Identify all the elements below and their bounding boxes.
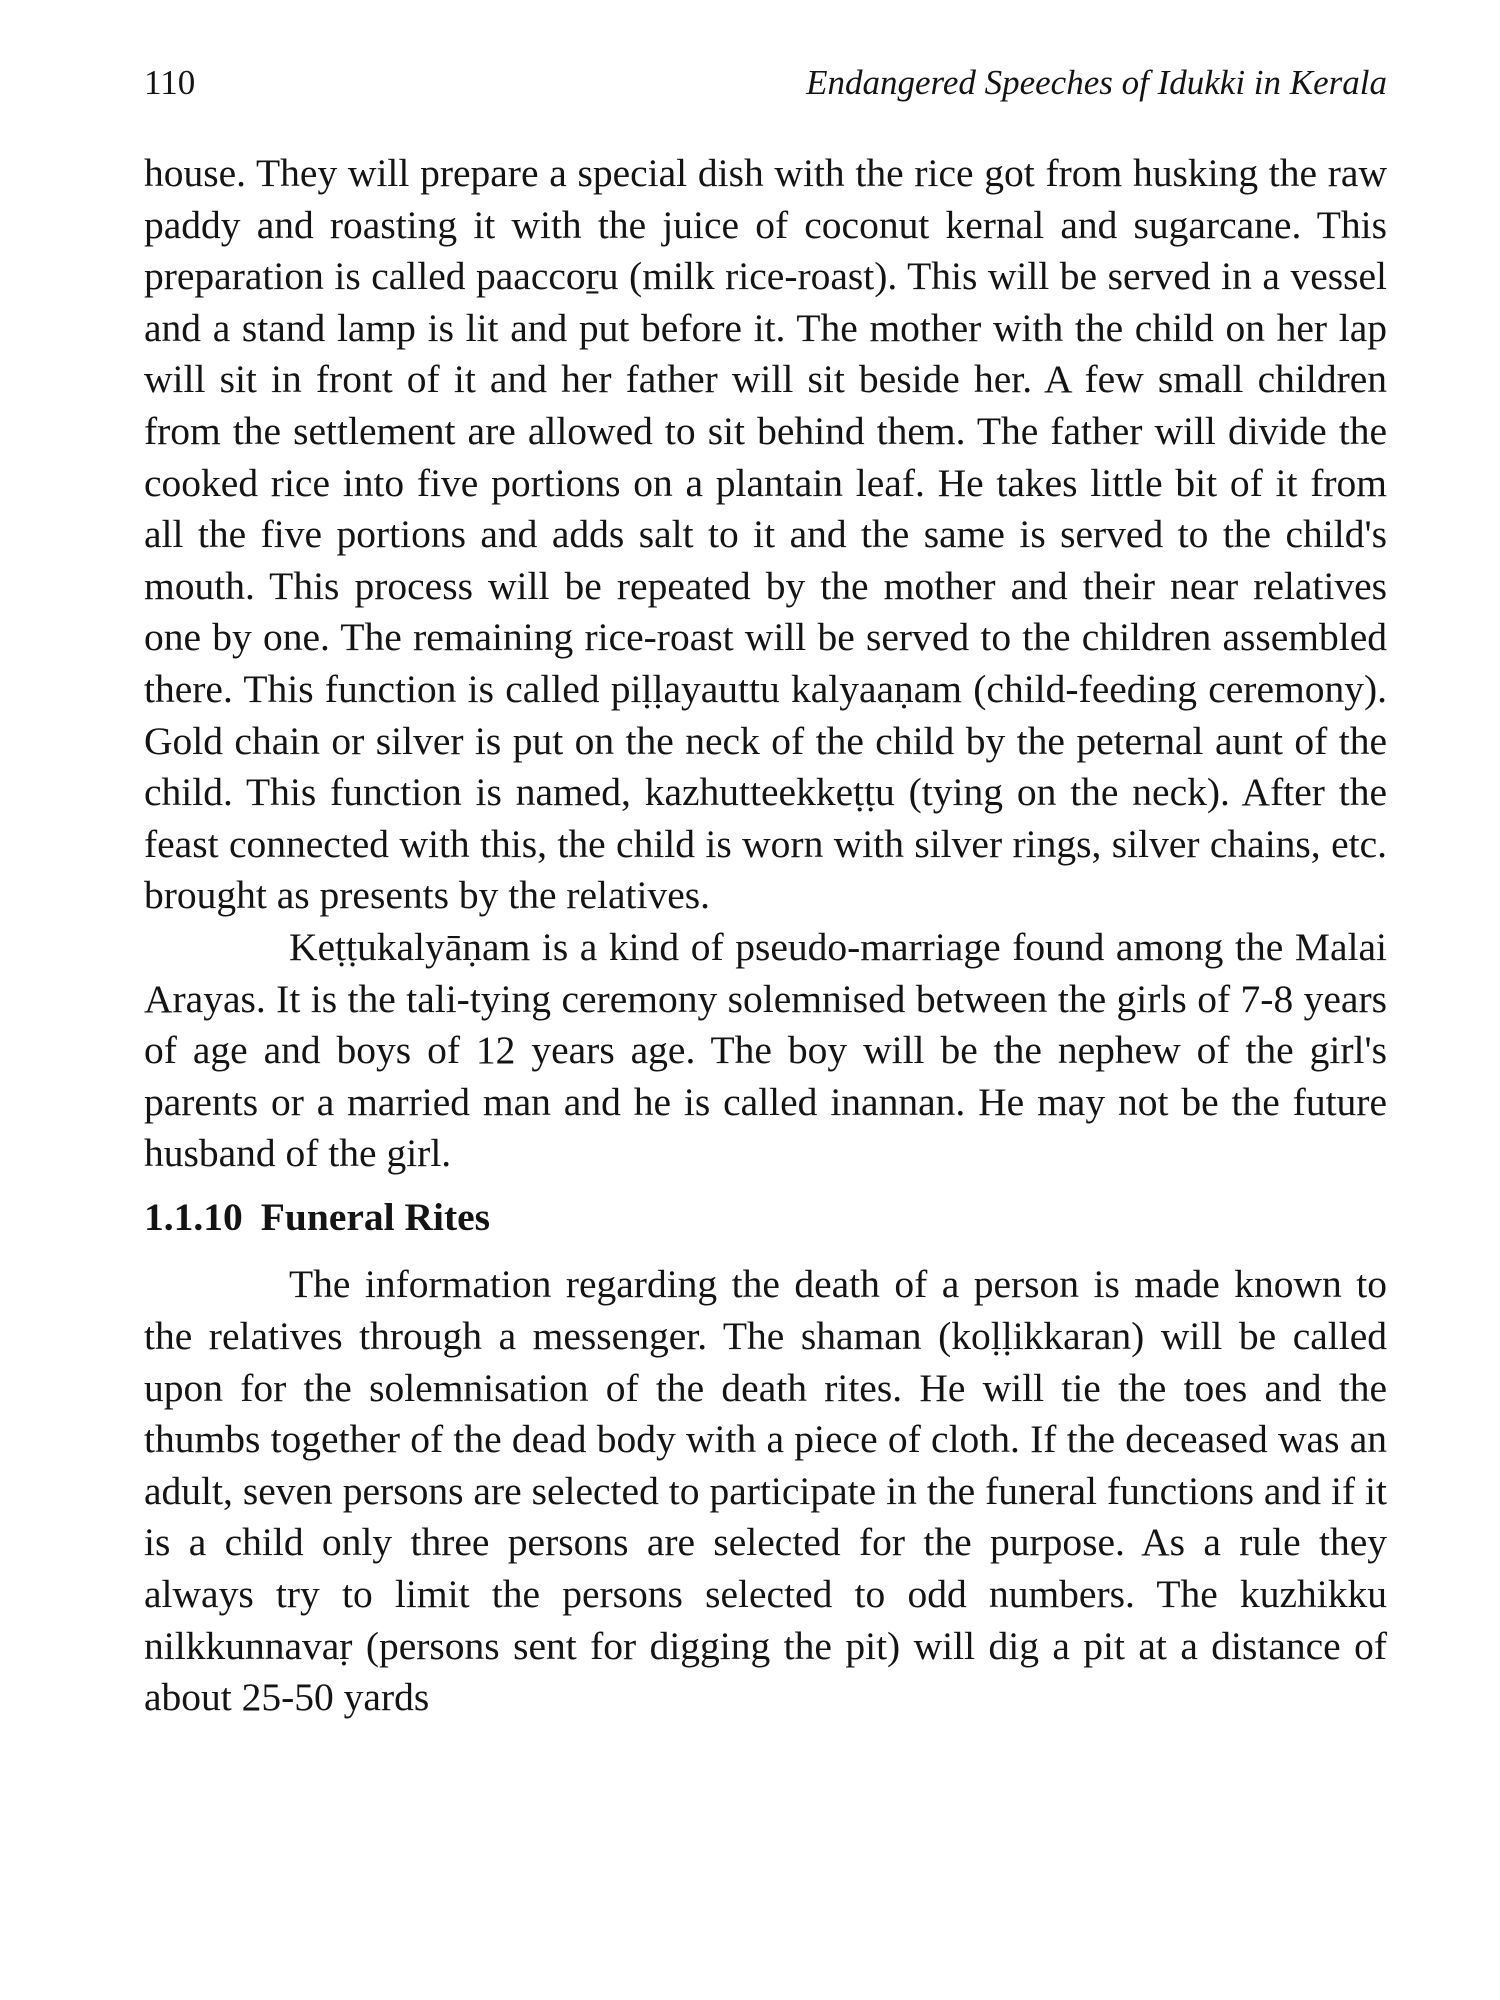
section-heading: [144, 1192, 1387, 1244]
page-header: [144, 58, 1387, 108]
section-number: 1.1.10: [144, 1194, 243, 1239]
page-number: 110: [144, 63, 196, 102]
running-title: Endangered Speeches of Idukki in Kerala: [806, 63, 1387, 102]
paragraph-kettukalyanam: Keṭṭukalyāṇam is a kind of pseudo-marriage found among the Malai Arayas. It is the tali-tying ceremony solemnised between the girls of 7-8 years of age and boys of 12 years age. The boy will be the nephew of the girl's parents or a married man and he is called inannan. He may not be the future husband of the girl.: [144, 924, 1387, 1176]
section-title: Funeral Rites: [260, 1194, 491, 1239]
paragraph-naming-ceremony: house. They will prepare a special dish with the rice got from husking the raw paddy and roasting it with the juice of coconut kernal and sugarcane. This preparation is called paaccoṟu (milk rice-roast). This will be served in a vessel and a stand lamp is lit and put before it. The mother with the child on her lap will sit in front of it and her father will sit beside her. A few small children from the settlement are allowed to sit behind them. The father will divide the cooked rice into five portions on a plantain leaf. He takes little bit of it from all the five portions and adds salt to it and the same is served to the child's mouth. This process will be repeated by the mother and their near relatives one by one. The remaining rice-roast will be served to the children assembled there. This function is called piḷḷayauttu kalyaaṇam (child-feeding ceremony). Gold chain or silver is put on the neck of the child by the peternal aunt of the child. This function is named, kazhutteekkeṭṭu (tying on the neck). After the feast connected with this, the child is worn with silver rings, silver chains, etc. brought as presents by the relatives.: [144, 151, 1387, 918]
paragraph-funeral-rites: The information regarding the death of a person is made known to the relatives through a messenger. The shaman (koḷḷikkaran) will be called upon for the solemnisation of the death rites. He will tie the toes and the thumbs together of the dead body with a piece of cloth. If the deceased was an adult, seven persons are selected to participate in the funeral functions and if it is a child only three persons are selected for the purpose. As a rule they always try to limit the persons selected to odd numbers. The kuzhikku nilkkunnavaṛ (persons sent for digging the pit) will dig a pit at a distance of about 25-50 yards: [144, 1262, 1387, 1720]
page-body: [144, 148, 1387, 1724]
